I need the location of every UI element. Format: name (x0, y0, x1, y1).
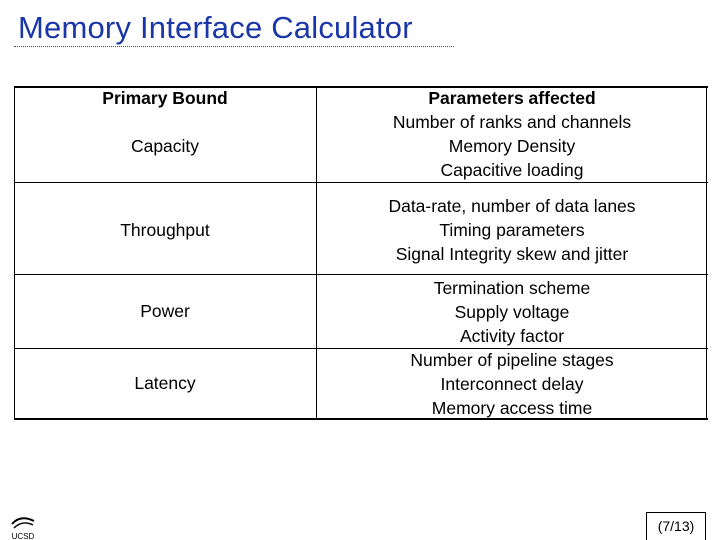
param-line: Memory Density (448, 136, 576, 156)
param-line: Memory access time (431, 398, 593, 418)
bound-power: Power (140, 301, 190, 321)
params-capacity (316, 110, 708, 182)
header-parameters-affected: Parameters affected (428, 88, 596, 108)
bound-latency: Latency (134, 373, 196, 393)
header-primary-bound: Primary Bound (102, 88, 228, 108)
ucsd-logo (6, 512, 40, 540)
bound-capacity: Capacity (130, 136, 200, 156)
page-number: (7/13) (646, 512, 706, 540)
row-divider (14, 274, 708, 275)
param-line: Data-rate, number of data lanes (388, 196, 636, 216)
params-power (316, 276, 708, 348)
param-line: Supply voltage (454, 302, 570, 322)
param-line: Activity factor (459, 326, 565, 346)
bound-throughput: Throughput (120, 220, 210, 240)
title-underline (14, 46, 454, 47)
slide-title: Memory Interface Calculator (18, 10, 413, 45)
logo-wave (14, 523, 33, 528)
params-throughput (316, 194, 708, 266)
row-divider (14, 182, 708, 183)
logo-text: UCSD (11, 532, 35, 540)
param-line: Interconnect delay (440, 374, 584, 394)
param-line: Timing parameters (439, 220, 585, 240)
param-line: Number of pipeline stages (410, 350, 614, 370)
bounds-table (14, 86, 708, 420)
param-line: Termination scheme (433, 278, 591, 298)
param-line: Number of ranks and channels (392, 112, 632, 132)
param-line: Capacitive loading (440, 160, 584, 180)
params-latency (316, 348, 708, 420)
param-line: Signal Integrity skew and jitter (395, 244, 629, 264)
